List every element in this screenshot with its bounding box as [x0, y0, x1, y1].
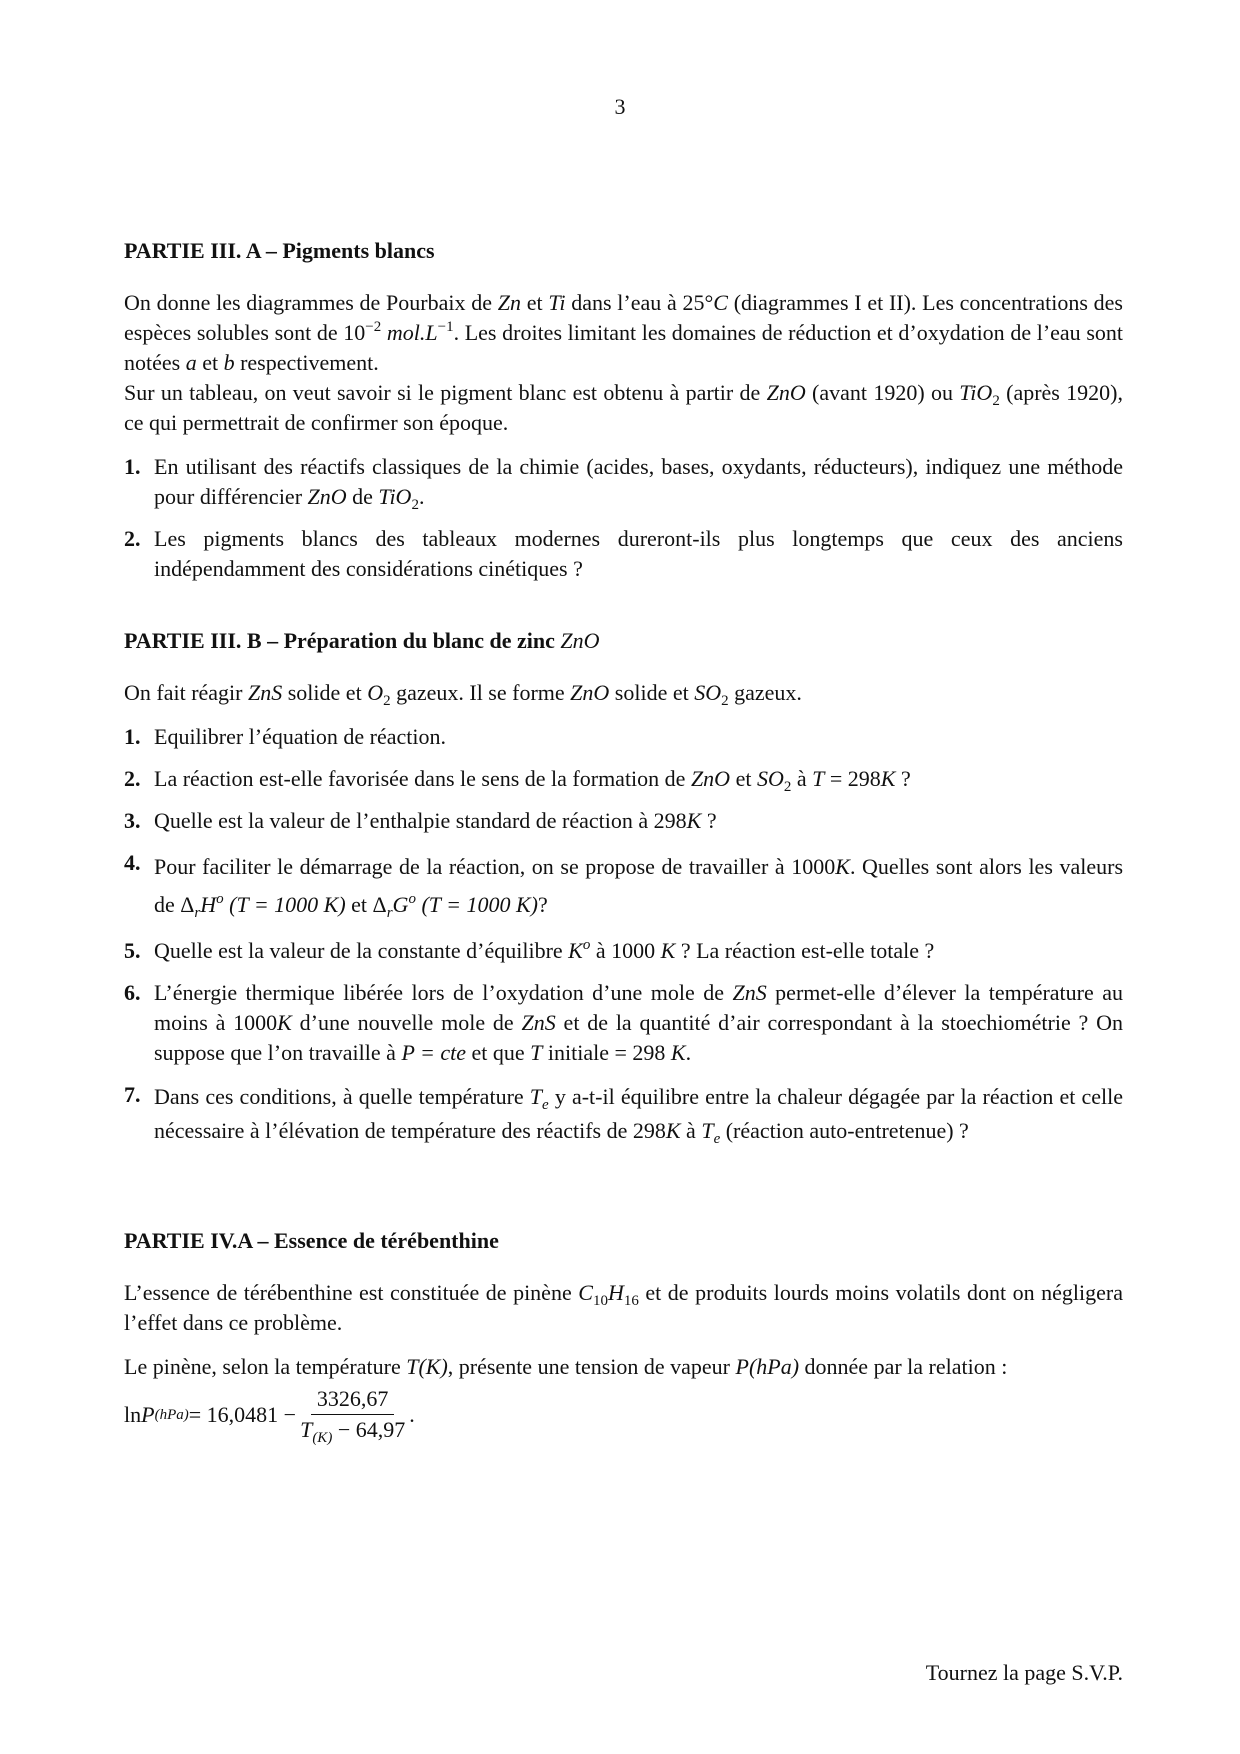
part-3b-question-6 [124, 978, 1123, 1068]
fraction-numerator: 3326,67 [311, 1384, 395, 1415]
question-number: 3. [124, 808, 141, 833]
part-3b-question-1 [124, 722, 1123, 752]
part-3a-paragraph-1: On donne les diagrammes de Pourbaix de Zn et Ti dans l’eau à 25°C (diagrammes I et II). Les concentrations des espèces solubles sont de $10^{-2}$ $mol.L^{-1}$. Les droites limitant les domaines de réduction et d’oxydation de l’eau sont notées a et b respectivement. [124, 290, 1123, 375]
fraction-denominator: $T_{(K)} - 64,97$ [300, 1417, 406, 1446]
vapor-pressure-formula: ln P (hPa) = 16,0481 − $\frac{3326,67}{T_{(K)} - 64,97}$ . [124, 1386, 415, 1446]
question-text: Pour faciliter le démarrage de la réaction, on se propose de travailler à 1000K. Quelles sont alors les valeurs de $\Delta_rH^o$ (T = 1000 K) et $\Delta_rG^o$ (T = 1000 K)? [154, 854, 1124, 921]
part-3b-question-4 [124, 848, 1123, 924]
section-part-3b [124, 626, 1123, 1160]
page-number: 3 [614, 94, 626, 119]
part-3b-question-2 [124, 764, 1123, 794]
part-3b-question-3 [124, 806, 1123, 836]
question-text: L’énergie thermique libérée lors de l’oxydation d’une mole de ZnS permet-elle d’élever la température au moins à 1000K d’une nouvelle mole de ZnS et de la quantité d’air correspondant à la stoechiométrie ? On suppose que l’on travaille à P = cte et que T initiale = 298 K. [154, 980, 1123, 1065]
part-3a-paragraph-2: Sur un tableau, on veut savoir si le pigment blanc est obtenu à partir de ZnO (avant 1920) ou TiO$_2$ (après 1920), ce qui permettrait de confirmer son époque. [124, 380, 1123, 435]
part-3b-intro: On fait réagir ZnS solide et $O_2$ gazeux. Il se forme ZnO solide et $SO_2$ gazeux. [124, 680, 802, 709]
part-3b-question-7 [124, 1080, 1123, 1148]
question-number: 1. [124, 724, 141, 749]
question-text: Quelle est la valeur de la constante d’équilibre $K^o$ à 1000 K ? La réaction est-elle totale ? [154, 937, 935, 963]
question-number: 2. [124, 526, 141, 551]
part-4a-paragraph-1: L’essence de térébenthine est constituée de pinène $C_{10}H_{16}$ et de produits lourds moins volatils dont on négligera l’effet dans ce problème. [124, 1280, 1124, 1335]
part-3a-question-2 [124, 524, 1123, 584]
question-text: Dans ces conditions, à quelle température $T_e$ y a-t-il équilibre entre la chaleur dégagée par la réaction et celle nécessaire à l’élévation de température des réactifs de 298K à $T_e$ (réaction auto-entretenue) ? [154, 1084, 1123, 1147]
part-3a-question-1 [124, 452, 1123, 512]
heading-part-3a: PARTIE III. A – Pigments blancs [124, 238, 435, 263]
question-text: Equilibrer l’équation de réaction. [154, 724, 446, 749]
question-number: 5. [124, 938, 141, 963]
question-text: En utilisant des réactifs classiques de la chimie (acides, bases, oxydants, réducteurs), indiquez une méthode pour différencier ZnO de TiO$_2$. [154, 454, 1123, 513]
question-number: 6. [124, 980, 141, 1005]
formula-fraction [300, 1384, 405, 1445]
question-text: Les pigments blancs des tableaux modernes dureront-ils plus longtemps que ceux des anciens indépendamment des considérations cinétiques ? [154, 526, 1123, 581]
heading-part-4a: PARTIE IV.A – Essence de térébenthine [124, 1228, 499, 1253]
question-text: La réaction est-elle favorisée dans le sens de la formation de ZnO et $SO_2$ à T = 298K ? [154, 766, 911, 795]
heading-part-3b: PARTIE III. B – Préparation du blanc de zinc ZnO [124, 628, 600, 653]
section-part-4a [124, 1226, 1123, 1445]
question-number: 7. [124, 1082, 141, 1107]
question-number: 1. [124, 454, 141, 479]
part-3b-question-5 [124, 936, 1123, 966]
part-4a-paragraph-2: Le pinène, selon la température T(K), présente une tension de vapeur P(hPa) donnée par la relation : [124, 1354, 1008, 1379]
question-number: 2. [124, 766, 141, 791]
page-footer: Tournez la page S.V.P. [925, 1660, 1123, 1685]
question-text: Quelle est la valeur de l’enthalpie standard de réaction à 298K ? [154, 808, 717, 833]
section-part-3a [124, 236, 1123, 596]
question-number: 4. [124, 850, 141, 875]
